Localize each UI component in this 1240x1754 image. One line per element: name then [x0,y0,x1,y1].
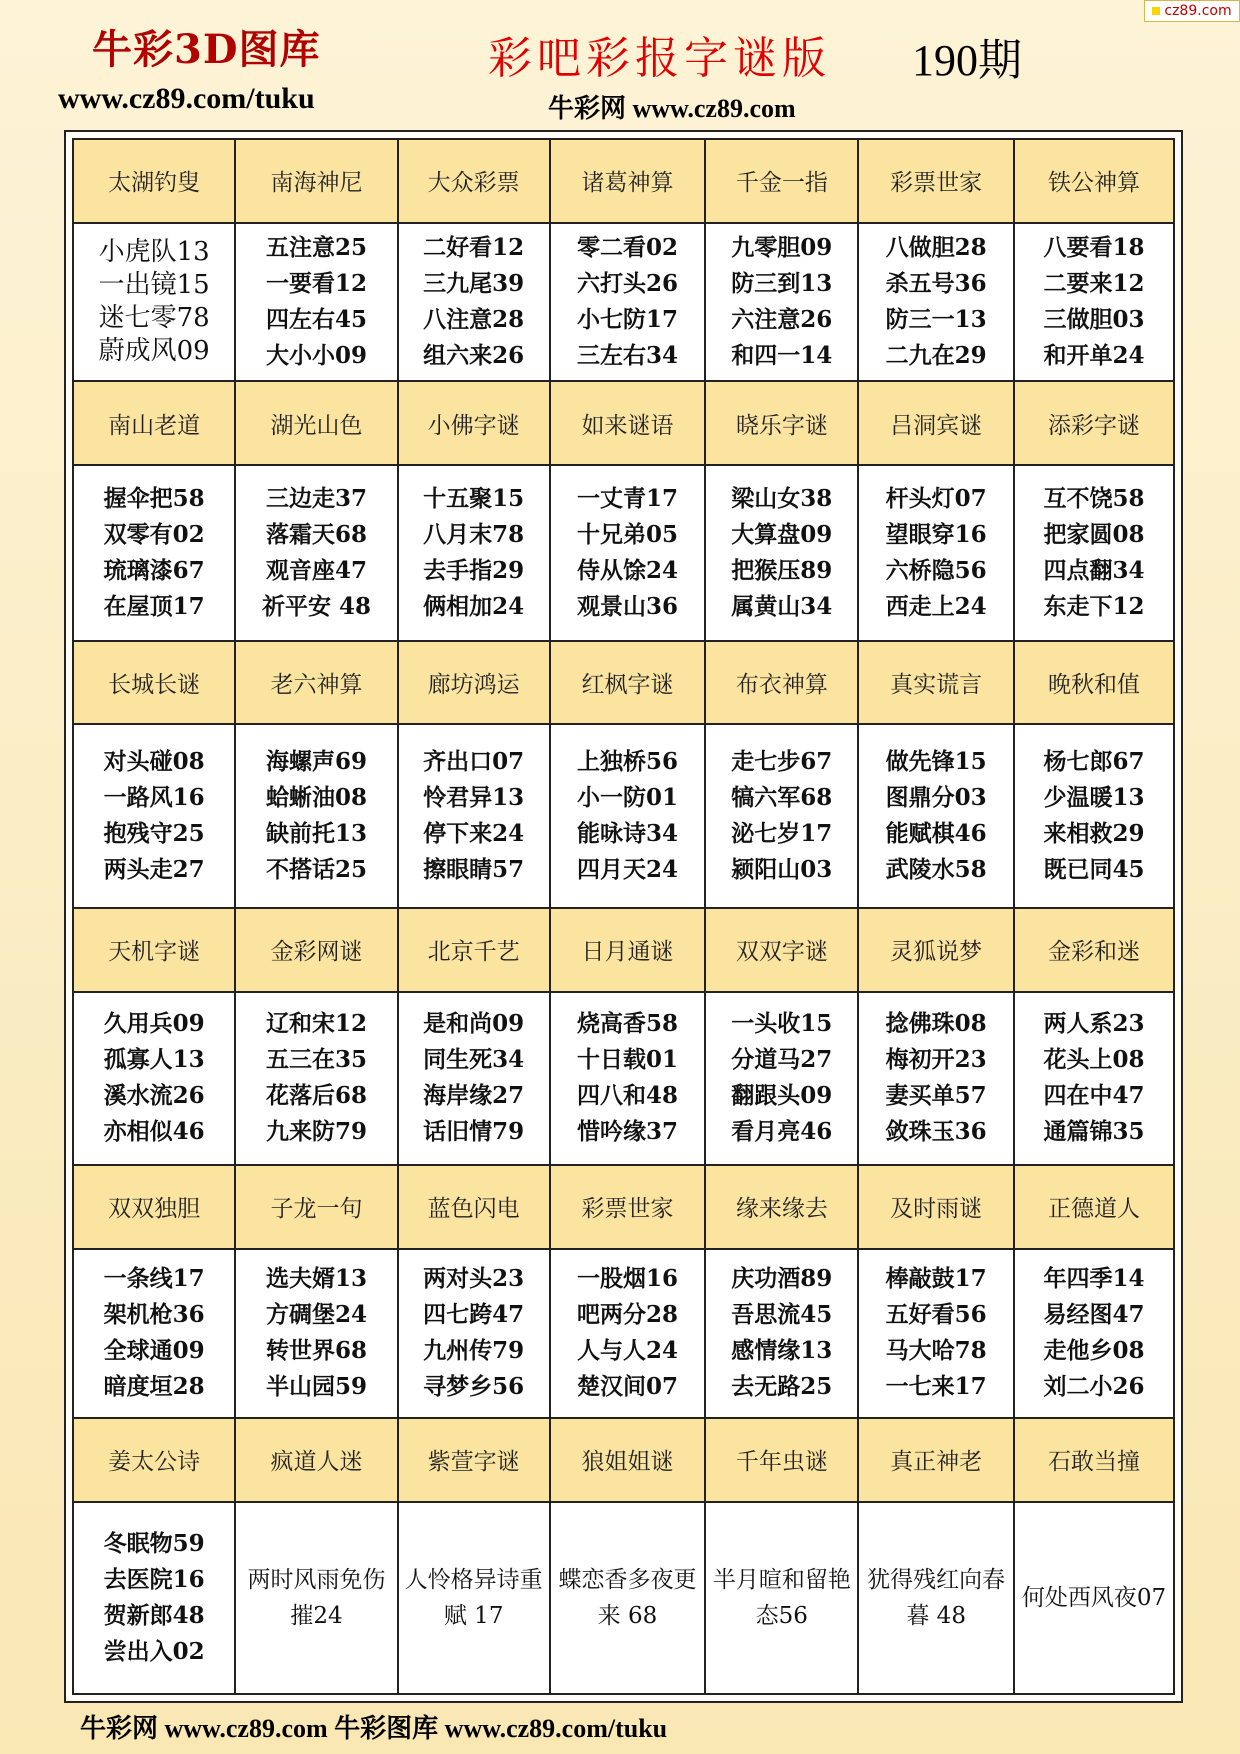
riddle-line: 防三到13 [731,270,833,298]
riddle-line: 话旧情79 [423,1118,525,1146]
brand-title: 牛彩3D图库 [92,26,321,73]
riddle-cell [705,724,858,908]
riddle-cell [398,223,550,382]
riddle-line: 花头上08 [1043,1046,1145,1074]
column-header: 吕洞宾谜 [858,381,1013,465]
column-header: 真实谎言 [858,641,1013,725]
riddle-line: 人怜格异诗重赋 17 [404,1566,543,1629]
riddle-line: 来相救29 [1043,820,1145,848]
riddle-line: 看月亮46 [731,1118,833,1146]
riddle-cell [73,992,235,1165]
riddle-line: 少温暖13 [1043,784,1145,812]
riddle-line: 通篇锦35 [1043,1118,1145,1146]
riddle-line: 六打头26 [576,270,678,298]
riddle-cell [705,1249,858,1418]
riddle-line: 颍阳山03 [731,856,833,884]
column-header: 疯道人迷 [235,1418,397,1502]
riddle-line: 四月天24 [576,856,678,884]
column-header: 添彩字谜 [1014,381,1174,465]
column-header: 太湖钓叟 [73,139,235,223]
riddle-line: 两时风雨免伤摧24 [247,1566,386,1629]
riddle-line: 去无路25 [731,1373,833,1401]
column-header: 姜太公诗 [73,1418,235,1502]
riddle-line: 海螺声69 [265,748,367,776]
riddle-line: 齐出口07 [423,748,525,776]
riddle-line: 武陵水58 [885,856,987,884]
riddle-line: 八要看18 [1043,234,1145,262]
riddle-line: 惜吟缘37 [576,1118,678,1146]
riddle-line: 望眼穿16 [885,520,987,548]
edition-title: 彩吧彩报字谜版 [488,33,831,84]
riddle-cell [550,1249,705,1418]
riddle-line: 一股烟16 [576,1265,678,1293]
column-header: 日月通谜 [550,908,705,992]
riddle-line: 六桥隐56 [885,556,987,584]
riddle-cell [398,465,550,641]
riddle-line: 二要来12 [1043,270,1145,298]
riddle-line: 冬眠物59 [103,1529,205,1557]
riddle-line: 六注意26 [731,306,833,334]
riddle-line: 梁山女38 [731,484,833,512]
riddle-line: 捻佛珠08 [885,1010,987,1038]
section-body-row [73,223,1174,382]
riddle-line: 八月末78 [423,520,525,548]
column-header: 廊坊鸿运 [398,641,550,725]
watermark-badge [1144,0,1240,22]
riddle-line: 停下来24 [423,820,525,848]
riddle-cell [858,992,1013,1165]
riddle-line: 九州传79 [423,1337,525,1365]
riddle-line: 犒六军68 [731,784,833,812]
riddle-line: 十兄弟05 [576,520,678,548]
riddle-line: 刘二小26 [1043,1373,1145,1401]
riddle-line: 小一防01 [576,784,678,812]
column-header: 灵狐说梦 [858,908,1013,992]
section-body-row [73,724,1174,908]
riddle-line: 人与人24 [576,1337,678,1365]
riddle-line: 二九在29 [885,342,987,370]
riddle-line: 三做胆03 [1043,306,1145,334]
riddle-line: 吧两分28 [576,1301,678,1329]
riddle-line: 分道马27 [731,1046,833,1074]
riddle-line: 久用兵09 [103,1010,205,1038]
riddle-line: 三左右34 [576,342,678,370]
section-header-row [73,1165,1174,1249]
riddle-cell [1014,992,1174,1165]
riddle-cell [235,992,397,1165]
riddle-line: 暗度垣28 [103,1373,205,1401]
riddle-line: 四七跨47 [423,1301,525,1329]
riddle-line: 尝出入02 [103,1637,205,1665]
column-header: 南海神尼 [235,139,397,223]
riddle-line: 五三在35 [265,1046,367,1074]
riddle-cell [398,724,550,908]
riddle-line: 十五聚15 [423,484,525,512]
column-header: 蓝色闪电 [398,1165,550,1249]
riddle-line: 对头碰08 [103,748,205,776]
riddle-line: 一路风16 [103,784,205,812]
section-header-row [73,1418,1174,1502]
column-header: 老六神算 [235,641,397,725]
riddle-line: 上独桥56 [576,748,678,776]
riddle-cell [398,1249,550,1418]
riddle-line: 烧高香58 [576,1010,678,1038]
riddle-line: 年四季14 [1043,1265,1145,1293]
riddle-line: 走七步67 [731,748,833,776]
riddle-line: 四八和48 [576,1082,678,1110]
riddle-line: 方碉堡24 [265,1301,367,1329]
riddle-line: 能咏诗34 [576,820,678,848]
riddle-line: 庆功酒89 [731,1265,833,1293]
column-header: 铁公神算 [1014,139,1174,223]
section-header-row [73,908,1174,992]
riddle-cell [73,1502,235,1694]
riddle-line: 亦相似46 [103,1118,205,1146]
riddle-line: 两头走27 [103,856,205,884]
riddle-line: 侍从馀24 [576,556,678,584]
riddle-line: 吾思流45 [731,1301,833,1329]
riddle-line: 能赋棋46 [885,820,987,848]
riddle-line: 杆头灯07 [885,484,987,512]
riddle-line: 琉璃漆67 [103,556,205,584]
riddle-line: 一七来17 [885,1373,987,1401]
column-header: 狼姐姐谜 [550,1418,705,1502]
riddle-cell [550,223,705,382]
riddle-line: 一丈青17 [576,484,678,512]
riddle-cell [705,223,858,382]
riddle-line: 半山园59 [265,1373,367,1401]
section-body-row [73,465,1174,641]
riddle-cell [1014,465,1174,641]
riddle-line: 迷七零78 [98,303,210,334]
riddle-line: 四左右45 [265,306,367,334]
riddle-line: 观音座47 [265,556,367,584]
riddle-cell [1014,724,1174,908]
riddle-line: 易经图47 [1043,1301,1145,1329]
riddle-cell [398,1502,550,1694]
riddle-cell [550,1502,705,1694]
column-header: 千年虫谜 [705,1418,858,1502]
riddle-line: 花落后68 [265,1082,367,1110]
column-header: 小佛字谜 [398,381,550,465]
riddle-line: 二好看12 [423,234,525,262]
riddle-line: 九来防79 [265,1118,367,1146]
riddle-cell [550,724,705,908]
riddle-line: 一条线17 [103,1265,205,1293]
riddle-cell [73,724,235,908]
column-header: 大众彩票 [398,139,550,223]
riddle-line: 楚汉间07 [576,1373,678,1401]
column-header: 子龙一句 [235,1165,397,1249]
riddle-line: 抱残守25 [103,820,205,848]
riddle-line: 和开单24 [1043,342,1145,370]
riddle-line: 四点翻34 [1043,556,1145,584]
column-header: 长城长谜 [73,641,235,725]
riddle-line: 零二看02 [576,234,678,262]
riddle-line: 选夫婿13 [265,1265,367,1293]
riddle-cell [858,724,1013,908]
riddle-line: 属黄山34 [731,592,833,620]
riddle-line: 犹得残红向春暮 48 [867,1566,1006,1629]
riddle-line: 八注意28 [423,306,525,334]
riddle-line: 杨七郎67 [1043,748,1145,776]
riddle-cell [858,223,1013,382]
section-header-row [73,381,1174,465]
riddle-line: 缺前托13 [265,820,367,848]
riddle-line: 蔚成风09 [98,336,210,367]
riddle-line: 蛤蜥油08 [265,784,367,812]
riddle-line: 把家圆08 [1043,520,1145,548]
column-header: 北京千艺 [398,908,550,992]
riddle-cell [705,1502,858,1694]
riddle-cell [235,223,397,382]
column-header: 晓乐字谜 [705,381,858,465]
riddle-line: 是和尚09 [423,1010,525,1038]
column-header: 红枫字谜 [550,641,705,725]
riddle-cell [235,465,397,641]
riddle-line: 八做胆28 [885,234,987,262]
riddle-line: 三边走37 [265,484,367,512]
riddle-line: 去医院16 [103,1565,205,1593]
riddle-line: 把猴压89 [731,556,833,584]
riddle-line: 组六来26 [423,342,525,370]
column-header: 湖光山色 [235,381,397,465]
column-header: 正德道人 [1014,1165,1174,1249]
section-body-row [73,1502,1174,1694]
riddle-line: 五好看56 [885,1301,987,1329]
watermark-text: cz89.com [1164,3,1232,19]
issue-number: 190期 [912,36,1022,85]
riddle-line: 两对头23 [423,1265,525,1293]
riddle-line: 四在中47 [1043,1082,1145,1110]
section-header-row [73,641,1174,725]
column-header: 金彩网谜 [235,908,397,992]
riddle-line: 图鼎分03 [885,784,987,812]
riddle-line: 观景山36 [576,592,678,620]
section-body-row [73,1249,1174,1418]
column-header: 双双字谜 [705,908,858,992]
riddle-line: 去手指29 [423,556,525,584]
riddle-line: 做先锋15 [885,748,987,776]
site-url: 牛彩网 www.cz89.com [548,94,796,123]
riddle-line: 互不饶58 [1043,484,1145,512]
riddle-line: 蝶恋香多夜更来 68 [558,1566,697,1629]
riddle-line: 握伞把58 [103,484,205,512]
riddle-line: 小七防17 [576,306,678,334]
riddle-cell [73,465,235,641]
riddle-line: 妻买单57 [885,1082,987,1110]
riddle-cell [550,992,705,1165]
column-header: 紫萱字谜 [398,1418,550,1502]
riddle-line: 马大哈78 [885,1337,987,1365]
column-header: 双双独胆 [73,1165,235,1249]
riddle-cell [858,1502,1013,1694]
column-header: 缘来缘去 [705,1165,858,1249]
riddle-line: 九零胆09 [731,234,833,262]
riddle-line: 祈平安 48 [261,592,371,620]
riddle-line: 转世界68 [265,1337,367,1365]
riddle-line: 一头收15 [731,1010,833,1038]
riddle-line: 小虎队13 [98,237,210,268]
riddle-line: 双零有02 [103,520,205,548]
column-header: 天机字谜 [73,908,235,992]
riddle-table [72,138,1175,1695]
riddle-line: 海岸缘27 [423,1082,525,1110]
riddle-cell [705,992,858,1165]
column-header: 晚秋和值 [1014,641,1174,725]
riddle-line: 怜君异13 [423,784,525,812]
section-body-row [73,992,1174,1165]
column-header: 彩票世家 [550,1165,705,1249]
riddle-line: 大算盘09 [731,520,833,548]
column-header: 石敢当撞 [1014,1418,1174,1502]
riddle-line: 敛珠玉36 [885,1118,987,1146]
riddle-cell [73,223,235,382]
riddle-line: 一要看12 [265,270,367,298]
riddle-line: 泌七岁17 [731,820,833,848]
column-header: 如来谜语 [550,381,705,465]
riddle-line: 既已同45 [1043,856,1145,884]
riddle-cell [73,1249,235,1418]
riddle-table-frame [64,130,1183,1703]
column-header: 千金一指 [705,139,858,223]
riddle-line: 俩相加24 [423,592,525,620]
riddle-cell [398,992,550,1165]
riddle-line: 东走下12 [1043,592,1145,620]
riddle-line: 杀五号36 [885,270,987,298]
riddle-line: 溪水流26 [103,1082,205,1110]
riddle-cell [858,1249,1013,1418]
riddle-line: 同生死34 [423,1046,525,1074]
footer-links: 牛彩网 www.cz89.com 牛彩图库 www.cz89.com/tuku [80,1714,668,1743]
column-header: 真正神老 [858,1418,1013,1502]
riddle-line: 一出镜15 [98,270,210,301]
riddle-line: 辽和宋12 [265,1010,367,1038]
riddle-cell [1014,1249,1174,1418]
riddle-line: 何处西风夜07 [1021,1584,1167,1611]
riddle-cell [235,1502,397,1694]
riddle-line: 两人系23 [1043,1010,1145,1038]
riddle-line: 翻跟头09 [731,1082,833,1110]
riddle-line: 三九尾39 [423,270,525,298]
riddle-line: 孤寡人13 [103,1046,205,1074]
riddle-line: 防三一13 [885,306,987,334]
riddle-line: 棒敲鼓17 [885,1265,987,1293]
riddle-cell [858,465,1013,641]
brand-url: www.cz89.com/tuku [58,82,315,115]
riddle-line: 半月暄和留艳态56 [712,1566,851,1629]
riddle-line: 五注意25 [265,234,367,262]
riddle-line: 擦眼睛57 [423,856,525,884]
riddle-cell [550,465,705,641]
riddle-line: 十日载01 [576,1046,678,1074]
riddle-line: 落霜天68 [265,520,367,548]
riddle-cell [1014,1502,1174,1694]
column-header: 诸葛神算 [550,139,705,223]
riddle-line: 全球通09 [103,1337,205,1365]
riddle-line: 架机枪36 [103,1301,205,1329]
column-header: 金彩和迷 [1014,908,1174,992]
section-header-row [73,139,1174,223]
riddle-line: 感情缘13 [731,1337,833,1365]
riddle-line: 大小小09 [265,342,367,370]
badge-square-icon [1152,7,1160,15]
column-header: 南山老道 [73,381,235,465]
column-header: 布衣神算 [705,641,858,725]
riddle-cell [1014,223,1174,382]
riddle-line: 在屋顶17 [103,592,205,620]
column-header: 彩票世家 [858,139,1013,223]
riddle-line: 不搭话25 [265,856,367,884]
riddle-line: 和四一14 [731,342,833,370]
riddle-line: 贺新郎48 [103,1601,205,1629]
column-header: 及时雨谜 [858,1165,1013,1249]
riddle-line: 走他乡08 [1043,1337,1145,1365]
riddle-line: 西走上24 [885,592,987,620]
riddle-cell [235,1249,397,1418]
riddle-cell [705,465,858,641]
riddle-cell [235,724,397,908]
riddle-line: 梅初开23 [885,1046,987,1074]
riddle-line: 寻梦乡56 [423,1373,525,1401]
